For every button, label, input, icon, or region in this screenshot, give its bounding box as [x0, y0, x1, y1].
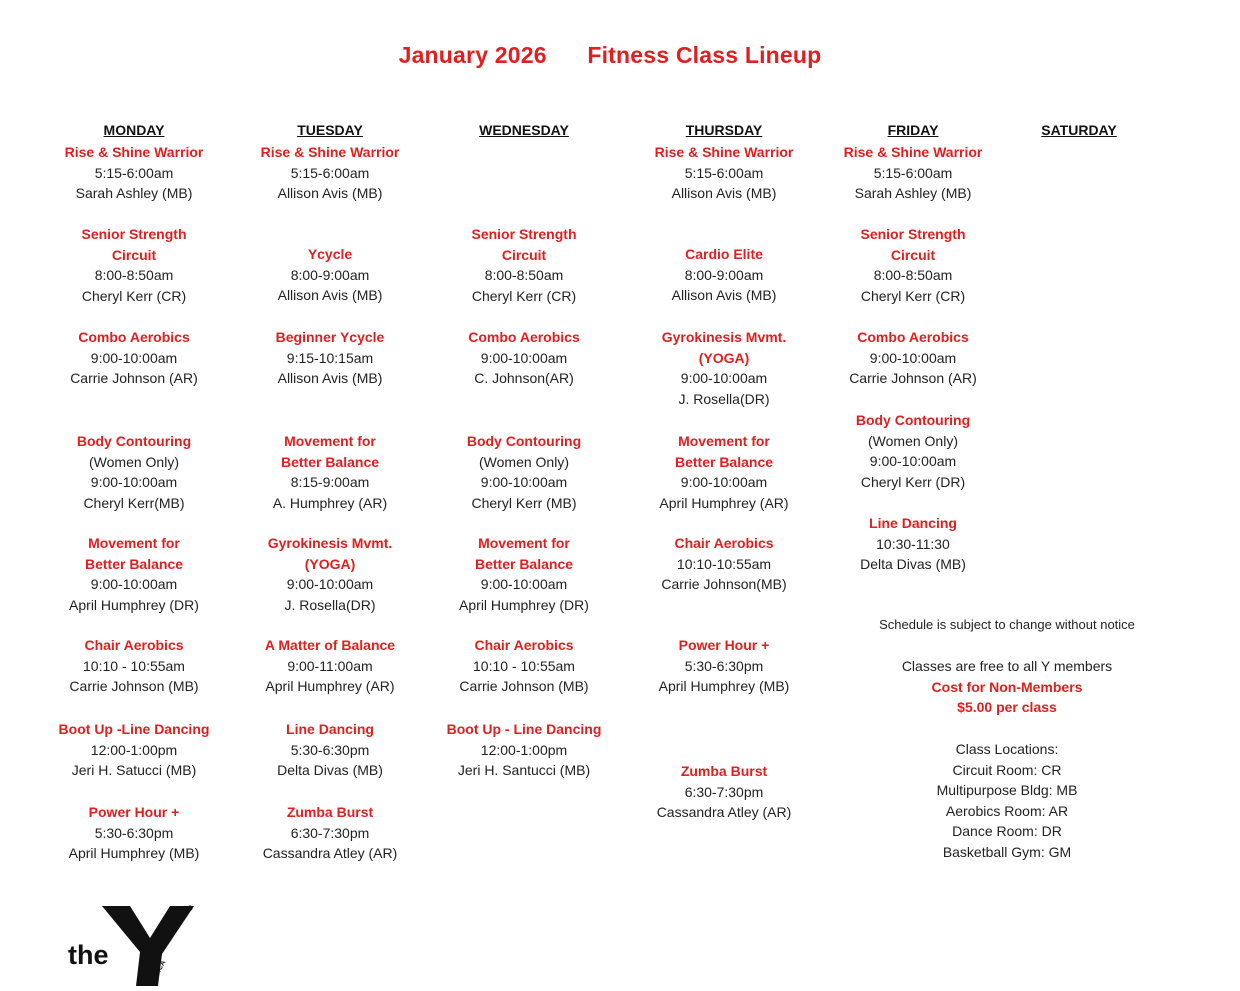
class-name: Senior Strength	[471, 226, 577, 242]
class-detail: 8:00-8:50am	[484, 267, 564, 284]
class-detail: April Humphrey (AR)	[659, 494, 789, 511]
class-name: Cardio Elite	[685, 246, 763, 262]
class-detail: 9:00-10:00am	[680, 370, 768, 387]
class-name: Body Contouring	[76, 433, 192, 449]
class-detail: Jeri H. Satucci (MB)	[71, 762, 197, 779]
ymca-logo	[66, 902, 206, 986]
class-detail: 12:00-1:00pm	[90, 741, 178, 758]
day-header-saturday: SATURDAY	[1041, 122, 1117, 138]
class-detail: 9:00-10:00am	[90, 576, 178, 593]
class-entry-thursday	[624, 327, 824, 409]
class-entry-thursday	[624, 142, 824, 204]
class-name: Circuit	[111, 246, 157, 263]
class-entry-tuesday	[230, 533, 430, 615]
location-item: Dance Room: DR	[952, 823, 1062, 840]
class-detail: Carrie Johnson (MB)	[69, 678, 199, 695]
class-detail: (Women Only)	[868, 432, 958, 449]
class-name: Movement for	[284, 433, 376, 449]
class-name: Combo Aerobics	[468, 329, 580, 345]
class-name: Combo Aerobics	[857, 329, 969, 345]
class-entry-wednesday	[424, 635, 624, 697]
class-detail: Allison Avis (MB)	[277, 370, 383, 387]
class-detail: 9:00-10:00am	[480, 474, 568, 491]
class-entry-monday	[34, 431, 234, 513]
class-name: Circuit	[890, 246, 936, 263]
day-header-tuesday: TUESDAY	[297, 122, 363, 138]
class-detail: 5:15-6:00am	[290, 164, 370, 181]
logo-vertical-text: YMCA	[151, 959, 168, 981]
class-name: A Matter of Balance	[264, 637, 396, 653]
class-name: Rise & Shine Warrior	[260, 144, 400, 160]
class-detail: 9:00-10:00am	[480, 349, 568, 366]
class-detail: Jeri H. Santucci (MB)	[457, 762, 591, 779]
class-detail: 9:00-10:00am	[680, 474, 768, 491]
class-detail: 8:15-9:00am	[290, 474, 370, 491]
class-detail: 9:00-10:00am	[90, 349, 178, 366]
class-entry-thursday	[624, 431, 824, 513]
class-entry-wednesday	[424, 327, 624, 389]
class-detail: 6:30-7:30pm	[290, 824, 370, 841]
class-entry-thursday	[624, 761, 824, 823]
class-name: Chair Aerobics	[474, 637, 574, 653]
class-name: Ycycle	[307, 246, 353, 262]
class-detail: 8:00-8:50am	[94, 267, 174, 284]
class-entry-monday	[34, 142, 234, 204]
day-header-wednesday: WEDNESDAY	[479, 122, 569, 138]
location-item: Multipurpose Bldg: MB	[936, 782, 1078, 799]
class-detail: 10:10 - 10:55am	[83, 657, 185, 674]
class-detail: Carrie Johnson (MB)	[459, 678, 589, 695]
class-entry-tuesday	[230, 635, 430, 697]
class-detail: 5:30-6:30pm	[684, 657, 764, 674]
class-detail: Allison Avis (MB)	[671, 185, 777, 202]
class-detail: 6:30-7:30pm	[684, 783, 764, 800]
class-detail: 5:30-6:30pm	[290, 741, 370, 758]
location-item: Aerobics Room: AR	[945, 802, 1069, 819]
class-name: Boot Up - Line Dancing	[446, 721, 602, 737]
day-header-monday: MONDAY	[103, 122, 165, 138]
class-detail: April Humphrey (AR)	[265, 678, 395, 695]
class-detail: 10:30-11:30	[876, 535, 950, 552]
free-note-text: Classes are free to all Y members	[901, 658, 1113, 674]
class-entry-wednesday	[424, 431, 624, 513]
class-name: Movement for	[478, 535, 570, 551]
class-name: Zumba Burst	[680, 763, 768, 779]
location-item: Basketball Gym: GM	[942, 843, 1072, 860]
cost-label: Cost for Non-Members	[931, 678, 1083, 695]
class-detail: J. Rosella(DR)	[678, 390, 770, 407]
class-name: Beginner Ycycle	[275, 329, 385, 345]
class-detail: J. Rosella(DR)	[284, 596, 376, 613]
class-detail: Allison Avis (MB)	[277, 287, 383, 304]
class-entry-friday	[813, 410, 1013, 492]
class-detail: 8:00-9:00am	[290, 266, 370, 283]
class-detail: April Humphrey (MB)	[68, 845, 200, 862]
class-detail: C. Johnson(AR)	[474, 370, 574, 387]
class-detail: Cheryl Kerr (MB)	[471, 494, 577, 511]
class-entry-friday	[813, 327, 1013, 389]
class-detail: April Humphrey (DR)	[459, 596, 589, 613]
class-detail: 8:00-8:50am	[873, 267, 953, 284]
class-detail: Cassandra Atley (AR)	[656, 804, 792, 821]
class-entry-monday	[34, 327, 234, 389]
class-detail: 9:00-10:00am	[286, 576, 374, 593]
class-name: Gyrokinesis Mvmt.	[661, 329, 787, 345]
class-detail: Sarah Ashley (MB)	[75, 185, 193, 202]
class-entry-thursday	[624, 244, 824, 306]
class-name: Zumba Burst	[286, 804, 374, 820]
page-title	[0, 42, 1220, 69]
class-entry-monday	[34, 719, 234, 781]
class-entry-monday	[34, 224, 234, 306]
class-name: Body Contouring	[855, 412, 971, 428]
day-header-friday: FRIDAY	[887, 122, 939, 138]
class-name: Chair Aerobics	[674, 535, 774, 551]
class-entry-friday	[813, 513, 1013, 575]
class-detail: Cheryl Kerr(MB)	[83, 494, 185, 511]
class-detail: Sarah Ashley (MB)	[854, 185, 972, 202]
title-lineup: Fitness Class Lineup	[587, 42, 822, 68]
class-detail: 9:00-10:00am	[480, 576, 568, 593]
class-detail: 5:15-6:00am	[873, 164, 953, 181]
class-detail: Delta Divas (MB)	[277, 762, 383, 779]
class-entry-wednesday	[424, 533, 624, 615]
class-name: Combo Aerobics	[78, 329, 190, 345]
class-detail: 9:15-10:15am	[286, 349, 374, 366]
class-detail: 5:30-6:30pm	[94, 824, 174, 841]
class-name: Circuit	[501, 246, 547, 263]
locations-title: Class Locations:	[955, 741, 1059, 757]
class-detail: 12:00-1:00pm	[480, 741, 568, 758]
class-entry-thursday	[624, 533, 824, 595]
class-name: Better Balance	[84, 555, 184, 572]
class-name: Boot Up -Line Dancing	[58, 721, 210, 737]
class-detail: Carrie Johnson (AR)	[849, 370, 977, 387]
class-name: Rise & Shine Warrior	[64, 144, 204, 160]
class-detail: April Humphrey (DR)	[69, 596, 199, 613]
class-name: (YOGA)	[698, 349, 750, 366]
class-name: Senior Strength	[81, 226, 187, 242]
class-detail: 5:15-6:00am	[684, 164, 764, 181]
class-entry-monday	[34, 533, 234, 615]
class-detail: 9:00-11:00am	[287, 657, 373, 674]
class-entry-wednesday	[424, 224, 624, 306]
class-entry-wednesday	[424, 719, 624, 781]
class-name: Chair Aerobics	[84, 637, 184, 653]
schedule-disclaimer: Schedule is subject to change without notice	[879, 617, 1135, 632]
class-name: Better Balance	[280, 453, 380, 470]
class-detail: Cheryl Kerr (CR)	[81, 287, 187, 304]
class-name: Line Dancing	[286, 721, 374, 737]
class-name: Body Contouring	[466, 433, 582, 449]
class-detail: Allison Avis (MB)	[277, 185, 383, 202]
class-detail: Cassandra Atley (AR)	[262, 845, 398, 862]
class-detail: Cheryl Kerr (DR)	[860, 473, 966, 490]
class-detail: 10:10 - 10:55am	[473, 657, 575, 674]
logo-the-text: the	[68, 940, 109, 970]
class-name: Power Hour +	[678, 637, 770, 653]
class-detail: 5:15-6:00am	[94, 164, 174, 181]
class-detail: Cheryl Kerr (CR)	[471, 287, 577, 304]
class-entry-tuesday	[230, 802, 430, 864]
class-detail: Cheryl Kerr (CR)	[860, 287, 966, 304]
class-entry-tuesday	[230, 244, 430, 306]
class-detail: (Women Only)	[89, 453, 179, 470]
class-name: Power Hour +	[88, 804, 180, 820]
class-entry-friday	[813, 224, 1013, 306]
logo-y-shape	[102, 906, 194, 986]
class-name: Better Balance	[674, 453, 774, 470]
class-detail: Carrie Johnson(MB)	[661, 576, 787, 593]
class-entry-monday	[34, 802, 234, 864]
class-name: Rise & Shine Warrior	[654, 144, 794, 160]
class-entry-tuesday	[230, 142, 430, 204]
class-detail: April Humphrey (MB)	[658, 678, 790, 695]
class-detail: 9:00-10:00am	[90, 474, 178, 491]
ymca-logo-graphic	[66, 902, 206, 986]
class-detail: 8:00-9:00am	[684, 266, 764, 283]
class-detail: Carrie Johnson (AR)	[70, 370, 198, 387]
class-locations	[857, 739, 1157, 863]
class-entry-tuesday	[230, 431, 430, 513]
class-detail: 10:10-10:55am	[676, 555, 772, 572]
class-entry-friday	[813, 142, 1013, 204]
class-detail: 9:00-10:00am	[869, 349, 957, 366]
class-name: Rise & Shine Warrior	[843, 144, 983, 160]
day-header-thursday: THURSDAY	[685, 122, 763, 138]
free-note	[847, 656, 1167, 718]
class-entry-tuesday	[230, 327, 430, 389]
class-detail: Allison Avis (MB)	[671, 287, 777, 304]
cost-value: $5.00 per class	[957, 699, 1057, 716]
class-name: (YOGA)	[304, 555, 356, 572]
class-entry-monday	[34, 635, 234, 697]
class-name: Line Dancing	[869, 515, 957, 531]
class-entry-thursday	[624, 635, 824, 697]
class-detail: Delta Divas (MB)	[860, 556, 966, 573]
class-name: Better Balance	[474, 555, 574, 572]
title-month: January 2026	[398, 42, 547, 68]
location-item: Circuit Room: CR	[952, 761, 1062, 778]
class-name: Movement for	[678, 433, 770, 449]
class-detail: A. Humphrey (AR)	[272, 494, 388, 511]
class-name: Movement for	[88, 535, 180, 551]
class-entry-tuesday	[230, 719, 430, 781]
class-name: Senior Strength	[860, 226, 966, 242]
class-detail: (Women Only)	[479, 453, 569, 470]
class-name: Gyrokinesis Mvmt.	[267, 535, 393, 551]
class-detail: 9:00-10:00am	[869, 453, 957, 470]
